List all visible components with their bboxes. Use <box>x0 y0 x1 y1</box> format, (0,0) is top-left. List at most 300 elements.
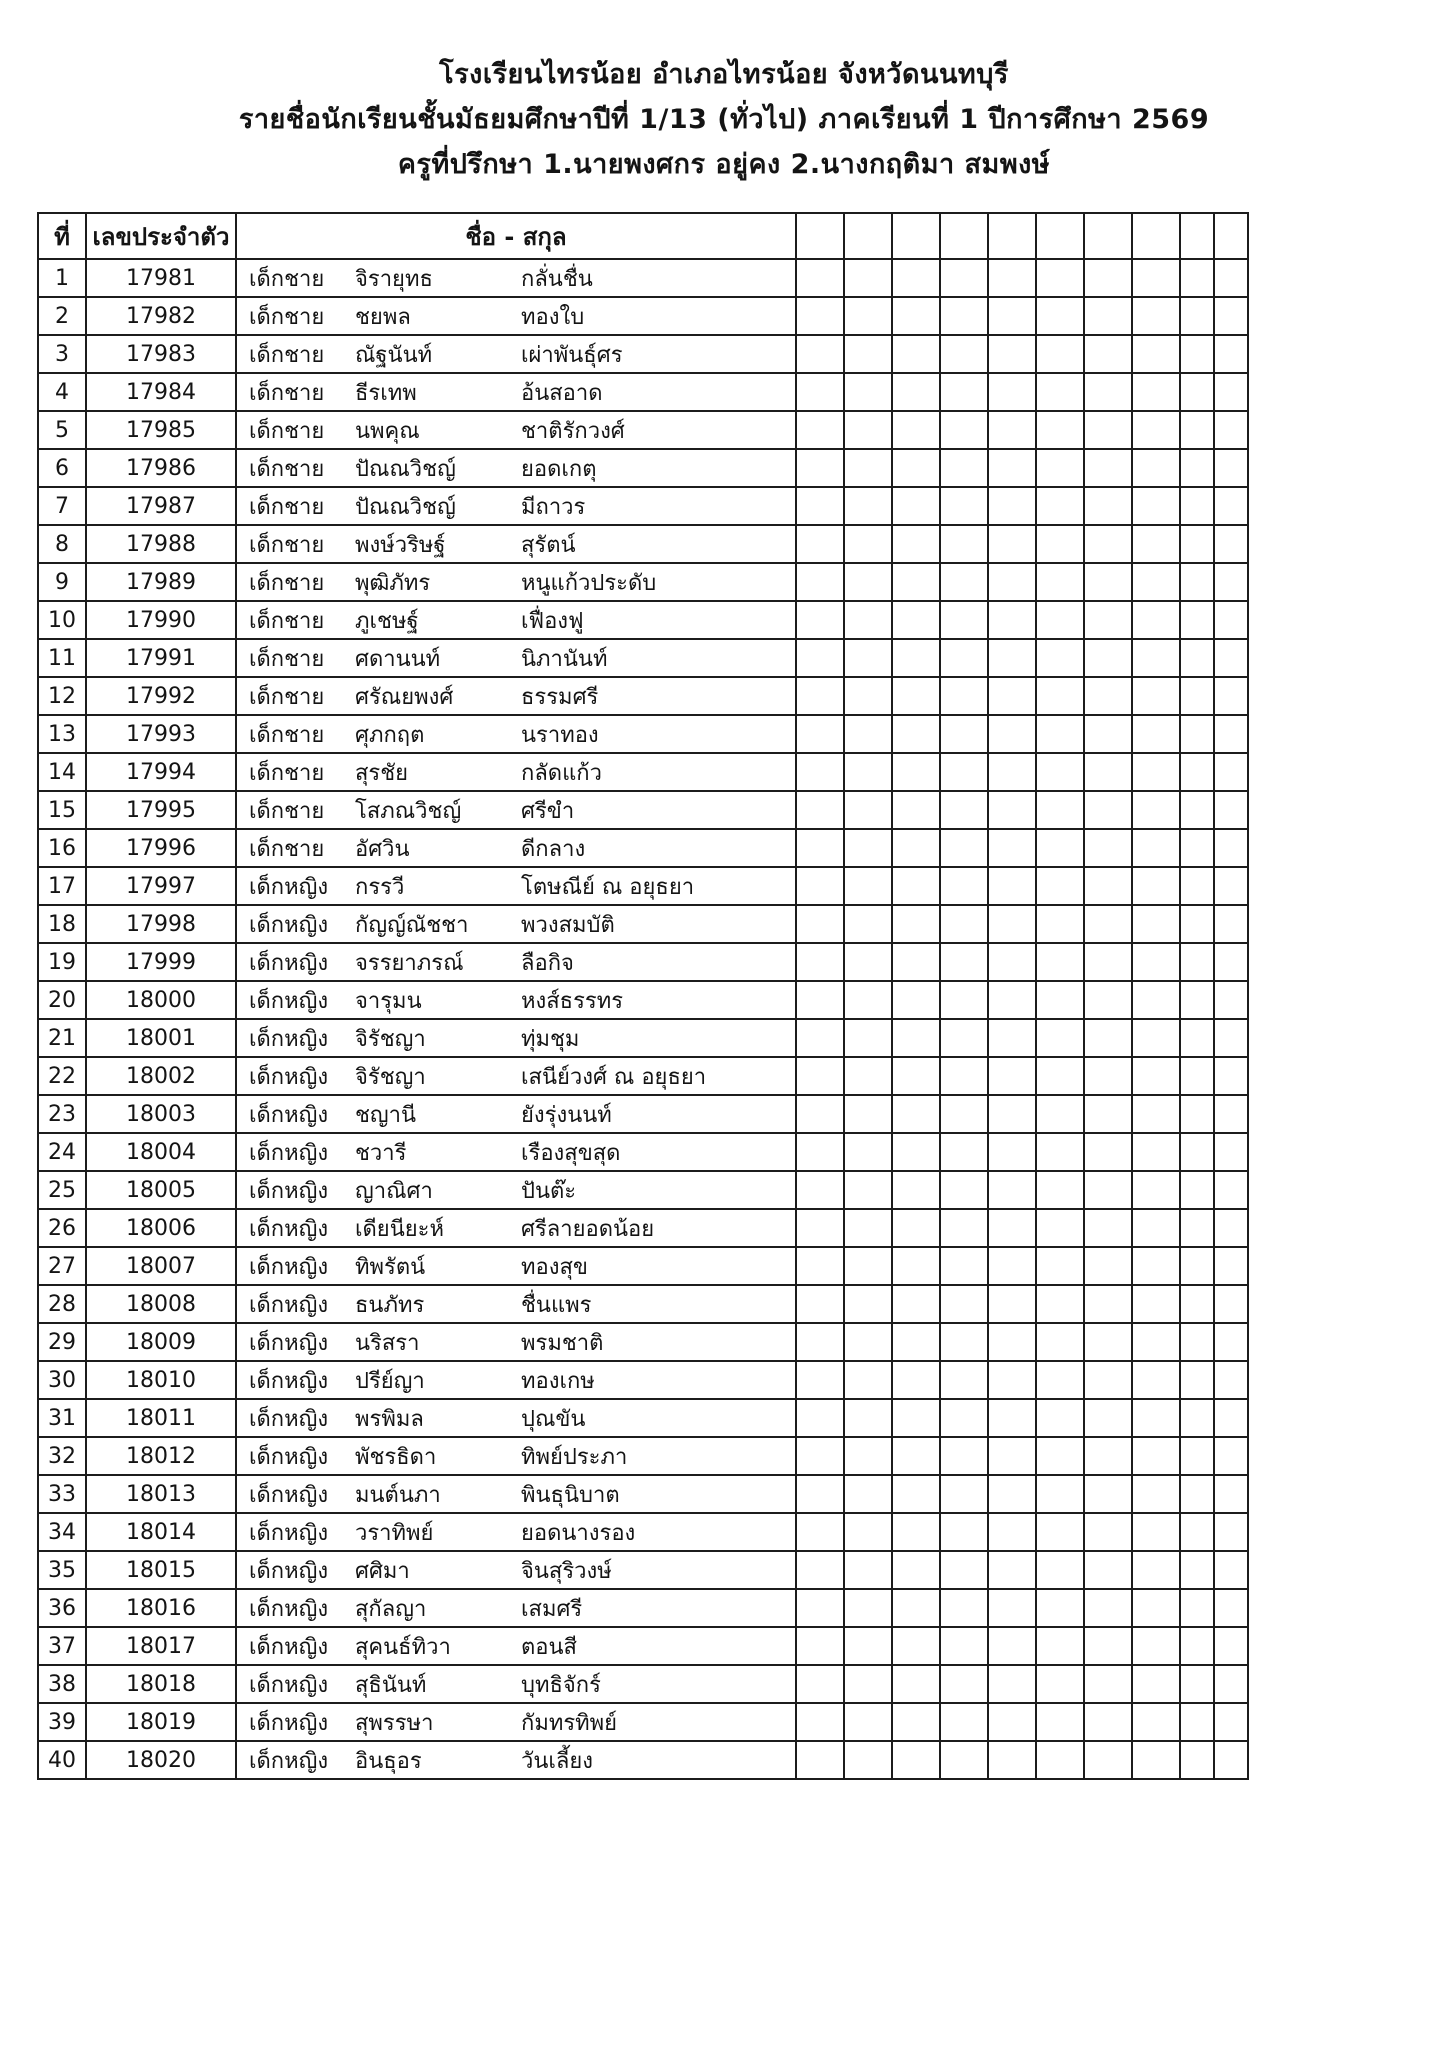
student-prefix: เด็กชาย <box>249 608 325 634</box>
empty-grid-cell <box>1036 411 1084 449</box>
empty-grid-cell <box>1132 1361 1180 1399</box>
empty-grid-cell <box>1214 1665 1248 1703</box>
row-number-cell: 15 <box>38 791 86 829</box>
student-id-cell: 18010 <box>86 1361 236 1399</box>
table-header-row <box>38 213 1248 259</box>
empty-grid-cell <box>1084 1285 1132 1323</box>
empty-grid-cell <box>892 335 940 373</box>
student-name-cell <box>236 1247 796 1285</box>
empty-grid-cell <box>1084 753 1132 791</box>
empty-grid-cell <box>1036 1665 1084 1703</box>
empty-grid-cell <box>1214 791 1248 829</box>
student-name-cell <box>236 1627 796 1665</box>
student-last-name: ปันต๊ะ <box>521 1178 577 1204</box>
empty-grid-cell <box>988 411 1036 449</box>
student-name-cell <box>236 601 796 639</box>
student-id-cell: 18019 <box>86 1703 236 1741</box>
student-name-cell <box>236 677 796 715</box>
empty-grid-cell <box>1214 563 1248 601</box>
student-row <box>38 1171 1248 1209</box>
empty-grid-cell <box>1214 981 1248 1019</box>
empty-grid-cell <box>1180 411 1214 449</box>
student-name-cell <box>236 1323 796 1361</box>
empty-grid-cell <box>1084 867 1132 905</box>
empty-grid-cell <box>1036 791 1084 829</box>
empty-grid-cell <box>1132 1095 1180 1133</box>
student-id-cell: 18004 <box>86 1133 236 1171</box>
empty-grid-cell <box>1214 1019 1248 1057</box>
empty-grid-cell <box>796 449 844 487</box>
student-id-cell: 18009 <box>86 1323 236 1361</box>
empty-grid-cell <box>844 1323 892 1361</box>
student-name-cell <box>236 1095 796 1133</box>
student-row <box>38 1285 1248 1323</box>
empty-grid-cell <box>940 677 988 715</box>
empty-grid-cell <box>1132 1323 1180 1361</box>
row-number-cell: 31 <box>38 1399 86 1437</box>
empty-grid-cell <box>988 1627 1036 1665</box>
empty-grid-cell <box>1214 449 1248 487</box>
empty-grid-cell <box>1084 1551 1132 1589</box>
empty-grid-cell <box>988 563 1036 601</box>
empty-grid-cell <box>1180 335 1214 373</box>
row-number-cell: 18 <box>38 905 86 943</box>
student-first-name: สุพรรษา <box>355 1710 434 1736</box>
empty-grid-cell <box>940 715 988 753</box>
student-id-cell: 17988 <box>86 525 236 563</box>
empty-grid-cell <box>988 373 1036 411</box>
empty-grid-cell <box>1214 411 1248 449</box>
empty-grid-cell <box>1132 525 1180 563</box>
student-last-name: หงส์ธรรทร <box>521 988 624 1014</box>
empty-grid-cell <box>1214 1209 1248 1247</box>
empty-grid-cell <box>892 1665 940 1703</box>
empty-grid-cell <box>796 1475 844 1513</box>
student-id-cell: 17995 <box>86 791 236 829</box>
empty-grid-cell <box>844 1095 892 1133</box>
empty-grid-cell <box>1180 791 1214 829</box>
student-prefix: เด็กหญิง <box>249 1292 329 1318</box>
student-first-name: กัญญ์ณัชชา <box>355 912 469 938</box>
empty-grid-cell <box>1180 1665 1214 1703</box>
empty-grid-cell <box>1084 1095 1132 1133</box>
empty-grid-cell <box>796 1703 844 1741</box>
empty-grid-cell <box>1036 1095 1084 1133</box>
student-row <box>38 563 1248 601</box>
empty-grid-cell <box>1036 373 1084 411</box>
student-first-name: นพคุณ <box>355 418 420 444</box>
student-row <box>38 1247 1248 1285</box>
empty-grid-cell <box>940 1247 988 1285</box>
empty-grid-cell <box>1084 1171 1132 1209</box>
empty-grid-cell <box>892 1399 940 1437</box>
empty-grid-cell <box>940 601 988 639</box>
student-name-cell <box>236 829 796 867</box>
empty-grid-cell <box>892 449 940 487</box>
student-name-cell <box>236 639 796 677</box>
row-number-cell: 6 <box>38 449 86 487</box>
student-id-cell: 17982 <box>86 297 236 335</box>
row-number-cell: 40 <box>38 1741 86 1779</box>
empty-grid-cell <box>1214 1133 1248 1171</box>
empty-grid-cell <box>1084 1703 1132 1741</box>
student-row <box>38 411 1248 449</box>
empty-grid-cell <box>844 867 892 905</box>
empty-grid-cell <box>796 335 844 373</box>
row-number-cell: 3 <box>38 335 86 373</box>
empty-header-cell <box>940 213 988 259</box>
student-last-name: กลัดแก้ว <box>521 760 602 786</box>
student-name-cell <box>236 715 796 753</box>
empty-grid-cell <box>1214 905 1248 943</box>
empty-grid-cell <box>796 1323 844 1361</box>
empty-grid-cell <box>796 1095 844 1133</box>
row-number-cell: 19 <box>38 943 86 981</box>
student-first-name: ทิพรัตน์ <box>355 1254 426 1280</box>
empty-grid-cell <box>988 1513 1036 1551</box>
empty-grid-cell <box>892 791 940 829</box>
empty-grid-cell <box>1132 791 1180 829</box>
student-last-name: สุรัตน์ <box>521 532 576 558</box>
empty-grid-cell <box>1036 1323 1084 1361</box>
empty-grid-cell <box>1132 1741 1180 1779</box>
empty-grid-cell <box>1132 677 1180 715</box>
student-prefix: เด็กหญิง <box>249 1026 329 1052</box>
empty-grid-cell <box>940 867 988 905</box>
empty-grid-cell <box>988 1665 1036 1703</box>
empty-grid-cell <box>1084 639 1132 677</box>
empty-grid-cell <box>796 601 844 639</box>
empty-grid-cell <box>796 1285 844 1323</box>
student-id-cell: 18016 <box>86 1589 236 1627</box>
empty-grid-cell <box>844 525 892 563</box>
student-id-cell: 18008 <box>86 1285 236 1323</box>
student-name-cell <box>236 1551 796 1589</box>
student-name-cell <box>236 1057 796 1095</box>
empty-grid-cell <box>988 867 1036 905</box>
empty-grid-cell <box>892 1171 940 1209</box>
student-prefix: เด็กชาย <box>249 342 325 368</box>
empty-grid-cell <box>1180 449 1214 487</box>
empty-grid-cell <box>1180 1437 1214 1475</box>
empty-grid-cell <box>940 1133 988 1171</box>
empty-header-cell <box>988 213 1036 259</box>
empty-grid-cell <box>844 1551 892 1589</box>
empty-grid-cell <box>844 829 892 867</box>
empty-grid-cell <box>1084 1437 1132 1475</box>
empty-grid-cell <box>1180 1627 1214 1665</box>
empty-grid-cell <box>1036 1513 1084 1551</box>
student-row <box>38 981 1248 1019</box>
empty-grid-cell <box>1036 1627 1084 1665</box>
empty-grid-cell <box>1036 1741 1084 1779</box>
student-last-name: ปุณขัน <box>521 1406 586 1432</box>
empty-grid-cell <box>796 1437 844 1475</box>
empty-grid-cell <box>1084 981 1132 1019</box>
empty-grid-cell <box>844 753 892 791</box>
empty-grid-cell <box>892 1437 940 1475</box>
student-row <box>38 449 1248 487</box>
empty-grid-cell <box>988 525 1036 563</box>
empty-grid-cell <box>1084 1019 1132 1057</box>
student-prefix: เด็กหญิง <box>249 1178 329 1204</box>
student-id-cell: 18002 <box>86 1057 236 1095</box>
empty-grid-cell <box>796 1627 844 1665</box>
empty-grid-cell <box>892 1019 940 1057</box>
empty-grid-cell <box>1036 715 1084 753</box>
student-last-name: ทุ่มชุม <box>521 1026 580 1052</box>
empty-grid-cell <box>796 297 844 335</box>
empty-grid-cell <box>892 905 940 943</box>
student-row <box>38 1399 1248 1437</box>
student-row <box>38 1323 1248 1361</box>
student-first-name: ญาณิศา <box>355 1178 433 1204</box>
empty-grid-cell <box>1214 867 1248 905</box>
student-name-cell <box>236 1361 796 1399</box>
header-no: ที่ <box>38 213 86 259</box>
student-first-name: มนต์นภา <box>355 1482 441 1508</box>
empty-grid-cell <box>1214 1741 1248 1779</box>
empty-grid-cell <box>1132 981 1180 1019</box>
student-last-name: โตษณีย์ ณ อยุธยา <box>521 874 695 900</box>
empty-grid-cell <box>1132 1551 1180 1589</box>
empty-grid-cell <box>892 525 940 563</box>
empty-grid-cell <box>1132 1513 1180 1551</box>
empty-grid-cell <box>1132 373 1180 411</box>
empty-grid-cell <box>892 1475 940 1513</box>
empty-grid-cell <box>892 639 940 677</box>
student-row <box>38 297 1248 335</box>
empty-grid-cell <box>1036 449 1084 487</box>
empty-grid-cell <box>1132 867 1180 905</box>
empty-grid-cell <box>892 1133 940 1171</box>
row-number-cell: 8 <box>38 525 86 563</box>
empty-header-cell <box>796 213 844 259</box>
empty-grid-cell <box>940 753 988 791</box>
row-number-cell: 36 <box>38 1589 86 1627</box>
student-name-cell <box>236 1019 796 1057</box>
student-prefix: เด็กชาย <box>249 646 325 672</box>
student-prefix: เด็กหญิง <box>249 874 329 900</box>
student-prefix: เด็กหญิง <box>249 1254 329 1280</box>
empty-grid-cell <box>844 1171 892 1209</box>
empty-grid-cell <box>940 563 988 601</box>
row-number-cell: 29 <box>38 1323 86 1361</box>
student-name-cell <box>236 1741 796 1779</box>
student-last-name: เผ่าพันธุ์ศร <box>521 342 623 368</box>
empty-grid-cell <box>1214 525 1248 563</box>
empty-grid-cell <box>892 1361 940 1399</box>
empty-grid-cell <box>844 449 892 487</box>
empty-grid-cell <box>1084 1741 1132 1779</box>
empty-grid-cell <box>940 1323 988 1361</box>
empty-grid-cell <box>1036 1399 1084 1437</box>
student-row <box>38 1589 1248 1627</box>
student-id-cell: 17984 <box>86 373 236 411</box>
empty-grid-cell <box>940 1399 988 1437</box>
empty-grid-cell <box>844 297 892 335</box>
empty-grid-cell <box>940 1475 988 1513</box>
empty-grid-cell <box>1214 297 1248 335</box>
empty-grid-cell <box>796 639 844 677</box>
empty-grid-cell <box>892 981 940 1019</box>
row-number-cell: 17 <box>38 867 86 905</box>
student-row <box>38 1475 1248 1513</box>
empty-grid-cell <box>844 1209 892 1247</box>
student-prefix: เด็กหญิง <box>249 1672 329 1698</box>
empty-grid-cell <box>940 1551 988 1589</box>
empty-grid-cell <box>844 1399 892 1437</box>
empty-grid-cell <box>1214 1285 1248 1323</box>
empty-grid-cell <box>1180 1589 1214 1627</box>
empty-grid-cell <box>1180 1361 1214 1399</box>
empty-grid-cell <box>988 1133 1036 1171</box>
empty-grid-cell <box>892 867 940 905</box>
student-first-name: พุฒิภัทร <box>355 570 431 596</box>
empty-grid-cell <box>1036 1209 1084 1247</box>
empty-grid-cell <box>1214 639 1248 677</box>
empty-grid-cell <box>892 753 940 791</box>
student-prefix: เด็กชาย <box>249 570 325 596</box>
student-name-cell <box>236 1703 796 1741</box>
empty-grid-cell <box>1214 373 1248 411</box>
empty-grid-cell <box>1084 449 1132 487</box>
student-id-cell: 18017 <box>86 1627 236 1665</box>
student-first-name: เดียนียะห์ <box>355 1216 444 1242</box>
student-last-name: ยังรุ่งนนท์ <box>521 1102 612 1128</box>
student-name-cell <box>236 1209 796 1247</box>
student-row <box>38 943 1248 981</box>
empty-grid-cell <box>844 1475 892 1513</box>
empty-grid-cell <box>1132 829 1180 867</box>
student-first-name: จิรายุทธ <box>355 266 433 292</box>
student-prefix: เด็กชาย <box>249 456 325 482</box>
header-name: ชื่อ - สกุล <box>236 213 796 259</box>
student-last-name: ยอดนางรอง <box>521 1520 636 1546</box>
empty-grid-cell <box>988 1095 1036 1133</box>
student-last-name: วันเลี้ยง <box>521 1748 594 1774</box>
empty-grid-cell <box>1132 411 1180 449</box>
student-last-name: ทองใบ <box>521 304 585 330</box>
empty-grid-cell <box>1084 1209 1132 1247</box>
student-prefix: เด็กหญิง <box>249 912 329 938</box>
empty-grid-cell <box>1180 1133 1214 1171</box>
row-number-cell: 28 <box>38 1285 86 1323</box>
empty-grid-cell <box>1084 411 1132 449</box>
empty-header-cell <box>1036 213 1084 259</box>
student-first-name: อินธุอร <box>355 1748 422 1774</box>
student-name-cell <box>236 1589 796 1627</box>
student-id-cell: 17983 <box>86 335 236 373</box>
empty-grid-cell <box>1036 1551 1084 1589</box>
empty-grid-cell <box>940 905 988 943</box>
empty-grid-cell <box>1132 1285 1180 1323</box>
empty-grid-cell <box>844 1437 892 1475</box>
empty-grid-cell <box>1214 943 1248 981</box>
empty-grid-cell <box>940 525 988 563</box>
student-id-cell: 17992 <box>86 677 236 715</box>
empty-grid-cell <box>1214 1361 1248 1399</box>
empty-grid-cell <box>844 905 892 943</box>
student-last-name: เฟื่องฟู <box>521 608 584 634</box>
student-id-cell: 18000 <box>86 981 236 1019</box>
row-number-cell: 1 <box>38 259 86 297</box>
empty-grid-cell <box>1132 563 1180 601</box>
empty-grid-cell <box>796 487 844 525</box>
empty-grid-cell <box>988 1247 1036 1285</box>
empty-grid-cell <box>1036 981 1084 1019</box>
empty-grid-cell <box>1180 1703 1214 1741</box>
empty-grid-cell <box>988 1589 1036 1627</box>
student-first-name: ศรัณยพงศ์ <box>355 684 454 710</box>
student-first-name: ธนภัทร <box>355 1292 425 1318</box>
empty-grid-cell <box>1084 1133 1132 1171</box>
empty-grid-cell <box>796 1551 844 1589</box>
empty-grid-cell <box>1180 525 1214 563</box>
empty-grid-cell <box>988 487 1036 525</box>
student-last-name: บุทธิจักร์ <box>521 1672 601 1698</box>
student-last-name: พรมชาติ <box>521 1330 604 1356</box>
empty-grid-cell <box>844 981 892 1019</box>
student-first-name: สุคนธ์ทิวา <box>355 1634 451 1660</box>
empty-grid-cell <box>1214 335 1248 373</box>
empty-grid-cell <box>940 1171 988 1209</box>
empty-grid-cell <box>796 981 844 1019</box>
student-row <box>38 905 1248 943</box>
empty-grid-cell <box>844 487 892 525</box>
empty-grid-cell <box>988 791 1036 829</box>
empty-grid-cell <box>1214 1589 1248 1627</box>
empty-grid-cell <box>1084 905 1132 943</box>
empty-grid-cell <box>844 677 892 715</box>
empty-grid-cell <box>1084 1475 1132 1513</box>
student-name-cell <box>236 487 796 525</box>
empty-grid-cell <box>796 1513 844 1551</box>
empty-grid-cell <box>1214 1437 1248 1475</box>
student-id-cell: 17994 <box>86 753 236 791</box>
student-name-cell <box>236 525 796 563</box>
student-name-cell <box>236 1171 796 1209</box>
student-first-name: พัชรธิดา <box>355 1444 437 1470</box>
student-name-cell <box>236 449 796 487</box>
empty-grid-cell <box>1084 943 1132 981</box>
empty-grid-cell <box>796 1665 844 1703</box>
empty-grid-cell <box>844 1513 892 1551</box>
student-id-cell: 17985 <box>86 411 236 449</box>
empty-grid-cell <box>1132 297 1180 335</box>
empty-grid-cell <box>1180 1323 1214 1361</box>
empty-grid-cell <box>1036 1171 1084 1209</box>
student-id-cell: 18011 <box>86 1399 236 1437</box>
empty-grid-cell <box>892 411 940 449</box>
student-prefix: เด็กชาย <box>249 532 325 558</box>
student-id-cell: 18014 <box>86 1513 236 1551</box>
empty-grid-cell <box>1132 1665 1180 1703</box>
student-first-name: ศดานนท์ <box>355 646 441 672</box>
student-row <box>38 829 1248 867</box>
student-prefix: เด็กหญิง <box>249 1748 329 1774</box>
empty-grid-cell <box>1036 1285 1084 1323</box>
student-row <box>38 1551 1248 1589</box>
empty-grid-cell <box>1084 487 1132 525</box>
student-prefix: เด็กหญิง <box>249 1558 329 1584</box>
empty-grid-cell <box>1084 1513 1132 1551</box>
row-number-cell: 39 <box>38 1703 86 1741</box>
row-number-cell: 10 <box>38 601 86 639</box>
student-first-name: สุธินันท์ <box>355 1672 427 1698</box>
student-row <box>38 1057 1248 1095</box>
empty-grid-cell <box>796 1019 844 1057</box>
